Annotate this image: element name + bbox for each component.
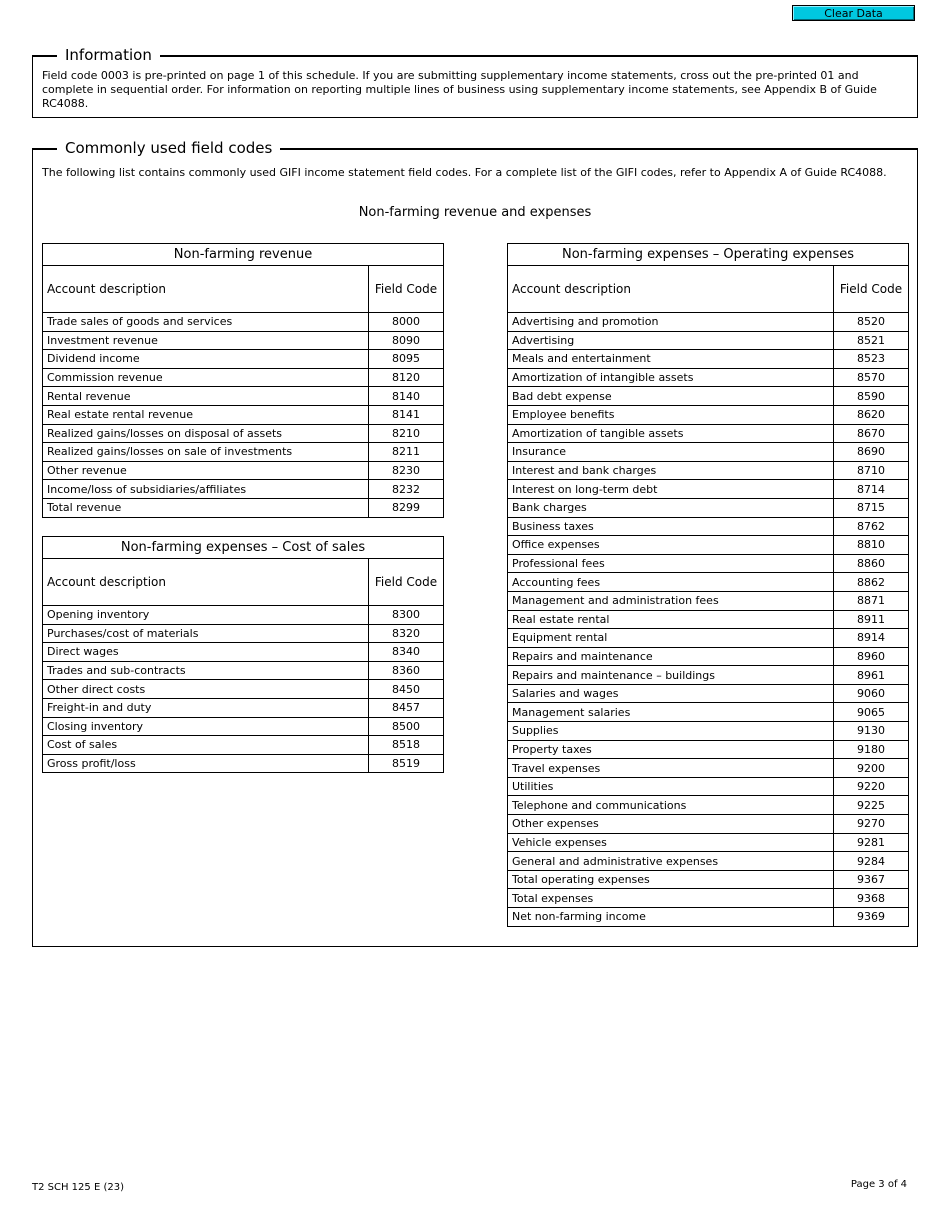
- table-row: [43, 443, 444, 462]
- information-section: [32, 46, 918, 118]
- field-code: 9284: [834, 852, 909, 871]
- table-row: [43, 313, 444, 332]
- account-description: Travel expenses: [508, 759, 834, 778]
- table-row: [508, 498, 909, 517]
- field-code: 8000: [369, 313, 444, 332]
- operating-expenses-table: [507, 243, 909, 927]
- field-code: 8095: [369, 350, 444, 369]
- account-description: Other revenue: [43, 461, 369, 480]
- account-description: Commission revenue: [43, 368, 369, 387]
- operating-table-title: Non-farming expenses – Operating expenses: [508, 244, 909, 266]
- field-code: 8715: [834, 498, 909, 517]
- account-description: Direct wages: [43, 643, 369, 662]
- account-description: Amortization of intangible assets: [508, 368, 834, 387]
- account-description: Advertising: [508, 331, 834, 350]
- revenue-table-title: Non-farming revenue: [43, 244, 444, 266]
- account-description: Management salaries: [508, 703, 834, 722]
- field-code: 8518: [369, 736, 444, 755]
- table-row: [43, 331, 444, 350]
- field-code: 9367: [834, 870, 909, 889]
- account-description: Closing inventory: [43, 717, 369, 736]
- account-description: Bad debt expense: [508, 387, 834, 406]
- field-code: 8300: [369, 606, 444, 625]
- field-code: 8871: [834, 591, 909, 610]
- account-description: Insurance: [508, 443, 834, 462]
- field-code: 8210: [369, 424, 444, 443]
- field-code: 8500: [369, 717, 444, 736]
- field-code: 9060: [834, 684, 909, 703]
- table-row: [43, 661, 444, 680]
- field-code: 8320: [369, 624, 444, 643]
- field-code: 8762: [834, 517, 909, 536]
- table-row: [43, 498, 444, 517]
- account-description: Realized gains/losses on disposal of assets: [43, 424, 369, 443]
- field-code: 8520: [834, 313, 909, 332]
- account-description: Salaries and wages: [508, 684, 834, 703]
- field-code: 8810: [834, 536, 909, 555]
- table-row: [508, 591, 909, 610]
- field-code: 8090: [369, 331, 444, 350]
- table-row: [508, 870, 909, 889]
- account-description: Real estate rental revenue: [43, 405, 369, 424]
- field-code: 9281: [834, 833, 909, 852]
- table-row: [508, 350, 909, 369]
- account-description: Advertising and promotion: [508, 313, 834, 332]
- account-description: Net non-farming income: [508, 908, 834, 927]
- account-description: Opening inventory: [43, 606, 369, 625]
- account-description: Repairs and maintenance – buildings: [508, 666, 834, 685]
- table-row: [508, 313, 909, 332]
- table-row: [508, 610, 909, 629]
- field-code: 8457: [369, 698, 444, 717]
- table-row: [508, 703, 909, 722]
- field-code: 8230: [369, 461, 444, 480]
- account-description: Professional fees: [508, 554, 834, 573]
- table-row: [43, 624, 444, 643]
- table-row: [43, 368, 444, 387]
- field-code: 9369: [834, 908, 909, 927]
- table-row: [43, 405, 444, 424]
- table-row: [508, 405, 909, 424]
- account-description: Freight-in and duty: [43, 698, 369, 717]
- table-row: [43, 754, 444, 773]
- account-description: Dividend income: [43, 350, 369, 369]
- table-row: [508, 796, 909, 815]
- field-code: 8961: [834, 666, 909, 685]
- cost-of-sales-table-title: Non-farming expenses – Cost of sales: [43, 537, 444, 559]
- table-row: [508, 443, 909, 462]
- cost-of-sales-col-code: Field Code: [369, 559, 444, 606]
- field-code: 9225: [834, 796, 909, 815]
- cost-of-sales-table: [42, 536, 444, 773]
- field-code: 8590: [834, 387, 909, 406]
- account-description: General and administrative expenses: [508, 852, 834, 871]
- table-row: [43, 480, 444, 499]
- account-description: Total revenue: [43, 498, 369, 517]
- table-row: [508, 647, 909, 666]
- field-code: 9220: [834, 777, 909, 796]
- table-row: [508, 331, 909, 350]
- field-code: 8523: [834, 350, 909, 369]
- field-code: 9065: [834, 703, 909, 722]
- field-code: 8450: [369, 680, 444, 699]
- field-code: 8360: [369, 661, 444, 680]
- field-code: 8211: [369, 443, 444, 462]
- table-row: [508, 480, 909, 499]
- account-description: Income/loss of subsidiaries/affiliates: [43, 480, 369, 499]
- account-description: Cost of sales: [43, 736, 369, 755]
- account-description: Accounting fees: [508, 573, 834, 592]
- account-description: Management and administration fees: [508, 591, 834, 610]
- table-row: [508, 833, 909, 852]
- operating-col-code: Field Code: [834, 266, 909, 313]
- account-description: Total expenses: [508, 889, 834, 908]
- account-description: Property taxes: [508, 740, 834, 759]
- table-row: [43, 698, 444, 717]
- field-code: 8521: [834, 331, 909, 350]
- field-code: 8340: [369, 643, 444, 662]
- table-row: [508, 368, 909, 387]
- table-row: [508, 424, 909, 443]
- account-description: Utilities: [508, 777, 834, 796]
- cost-of-sales-col-description: Account description: [43, 559, 369, 606]
- table-row: [508, 554, 909, 573]
- table-row: [43, 350, 444, 369]
- table-row: [508, 740, 909, 759]
- table-row: [508, 889, 909, 908]
- field-code: 9270: [834, 815, 909, 834]
- field-code: 8911: [834, 610, 909, 629]
- account-description: Investment revenue: [43, 331, 369, 350]
- table-row: [508, 536, 909, 555]
- account-description: Trade sales of goods and services: [43, 313, 369, 332]
- account-description: Interest on long-term debt: [508, 480, 834, 499]
- field-code: 8670: [834, 424, 909, 443]
- account-description: Meals and entertainment: [508, 350, 834, 369]
- account-description: Purchases/cost of materials: [43, 624, 369, 643]
- table-row: [43, 680, 444, 699]
- table-row: [43, 717, 444, 736]
- field-code: 8914: [834, 629, 909, 648]
- field-code: 8710: [834, 461, 909, 480]
- revenue-col-description: Account description: [43, 266, 369, 313]
- account-description: Realized gains/losses on sale of investments: [43, 443, 369, 462]
- table-row: [43, 387, 444, 406]
- field-code: 8960: [834, 647, 909, 666]
- table-row: [508, 759, 909, 778]
- information-text: Field code 0003 is pre-printed on page 1 of this schedule. If you are submitting supplementary income statements, cross out the pre-printed 01 and complete in sequential order. For information on reporting multiple lines of business using supplementary income statements, see Appendix B of Guide RC4088.: [42, 69, 877, 110]
- field-code: 8862: [834, 573, 909, 592]
- account-description: Bank charges: [508, 498, 834, 517]
- common-codes-title: Commonly used field codes: [57, 138, 280, 158]
- field-code: 8140: [369, 387, 444, 406]
- field-code: 8860: [834, 554, 909, 573]
- field-code: 9180: [834, 740, 909, 759]
- common-codes-intro: The following list contains commonly used GIFI income statement field codes. For a complete list of the GIFI codes, refer to Appendix A of Guide RC4088.: [42, 166, 887, 179]
- table-row: [508, 387, 909, 406]
- information-title: Information: [57, 45, 160, 65]
- field-code: 9368: [834, 889, 909, 908]
- account-description: Repairs and maintenance: [508, 647, 834, 666]
- table-row: [43, 461, 444, 480]
- revenue-expenses-subheading: Non-farming revenue and expenses: [358, 205, 592, 220]
- field-code: 8299: [369, 498, 444, 517]
- account-description: Equipment rental: [508, 629, 834, 648]
- table-row: [508, 777, 909, 796]
- common-codes-section: [32, 139, 918, 947]
- account-description: Trades and sub-contracts: [43, 661, 369, 680]
- table-row: [508, 722, 909, 741]
- account-description: Amortization of tangible assets: [508, 424, 834, 443]
- field-code: 8120: [369, 368, 444, 387]
- table-row: [508, 852, 909, 871]
- revenue-col-code: Field Code: [369, 266, 444, 313]
- account-description: Gross profit/loss: [43, 754, 369, 773]
- table-row: [508, 573, 909, 592]
- revenue-table: [42, 243, 444, 518]
- form-identifier: T2 SCH 125 E (23): [32, 1182, 124, 1193]
- table-row: [43, 606, 444, 625]
- page-number: Page 3 of 4: [850, 1179, 907, 1190]
- account-description: Telephone and communications: [508, 796, 834, 815]
- field-code: 8714: [834, 480, 909, 499]
- field-code: 9200: [834, 759, 909, 778]
- account-description: Supplies: [508, 722, 834, 741]
- field-code: 8570: [834, 368, 909, 387]
- account-description: Employee benefits: [508, 405, 834, 424]
- table-row: [508, 815, 909, 834]
- clear-data-button[interactable]: Clear Data: [792, 5, 915, 21]
- field-code: 8690: [834, 443, 909, 462]
- field-code: 8620: [834, 405, 909, 424]
- operating-col-description: Account description: [508, 266, 834, 313]
- account-description: Rental revenue: [43, 387, 369, 406]
- table-row: [43, 424, 444, 443]
- account-description: Other expenses: [508, 815, 834, 834]
- field-code: 8141: [369, 405, 444, 424]
- table-row: [508, 684, 909, 703]
- account-description: Total operating expenses: [508, 870, 834, 889]
- account-description: Business taxes: [508, 517, 834, 536]
- table-row: [508, 517, 909, 536]
- account-description: Interest and bank charges: [508, 461, 834, 480]
- field-code: 8232: [369, 480, 444, 499]
- account-description: Other direct costs: [43, 680, 369, 699]
- table-row: [43, 643, 444, 662]
- table-row: [43, 736, 444, 755]
- account-description: Real estate rental: [508, 610, 834, 629]
- table-row: [508, 908, 909, 927]
- table-row: [508, 629, 909, 648]
- field-code: 9130: [834, 722, 909, 741]
- account-description: Vehicle expenses: [508, 833, 834, 852]
- account-description: Office expenses: [508, 536, 834, 555]
- table-row: [508, 666, 909, 685]
- table-row: [508, 461, 909, 480]
- field-code: 8519: [369, 754, 444, 773]
